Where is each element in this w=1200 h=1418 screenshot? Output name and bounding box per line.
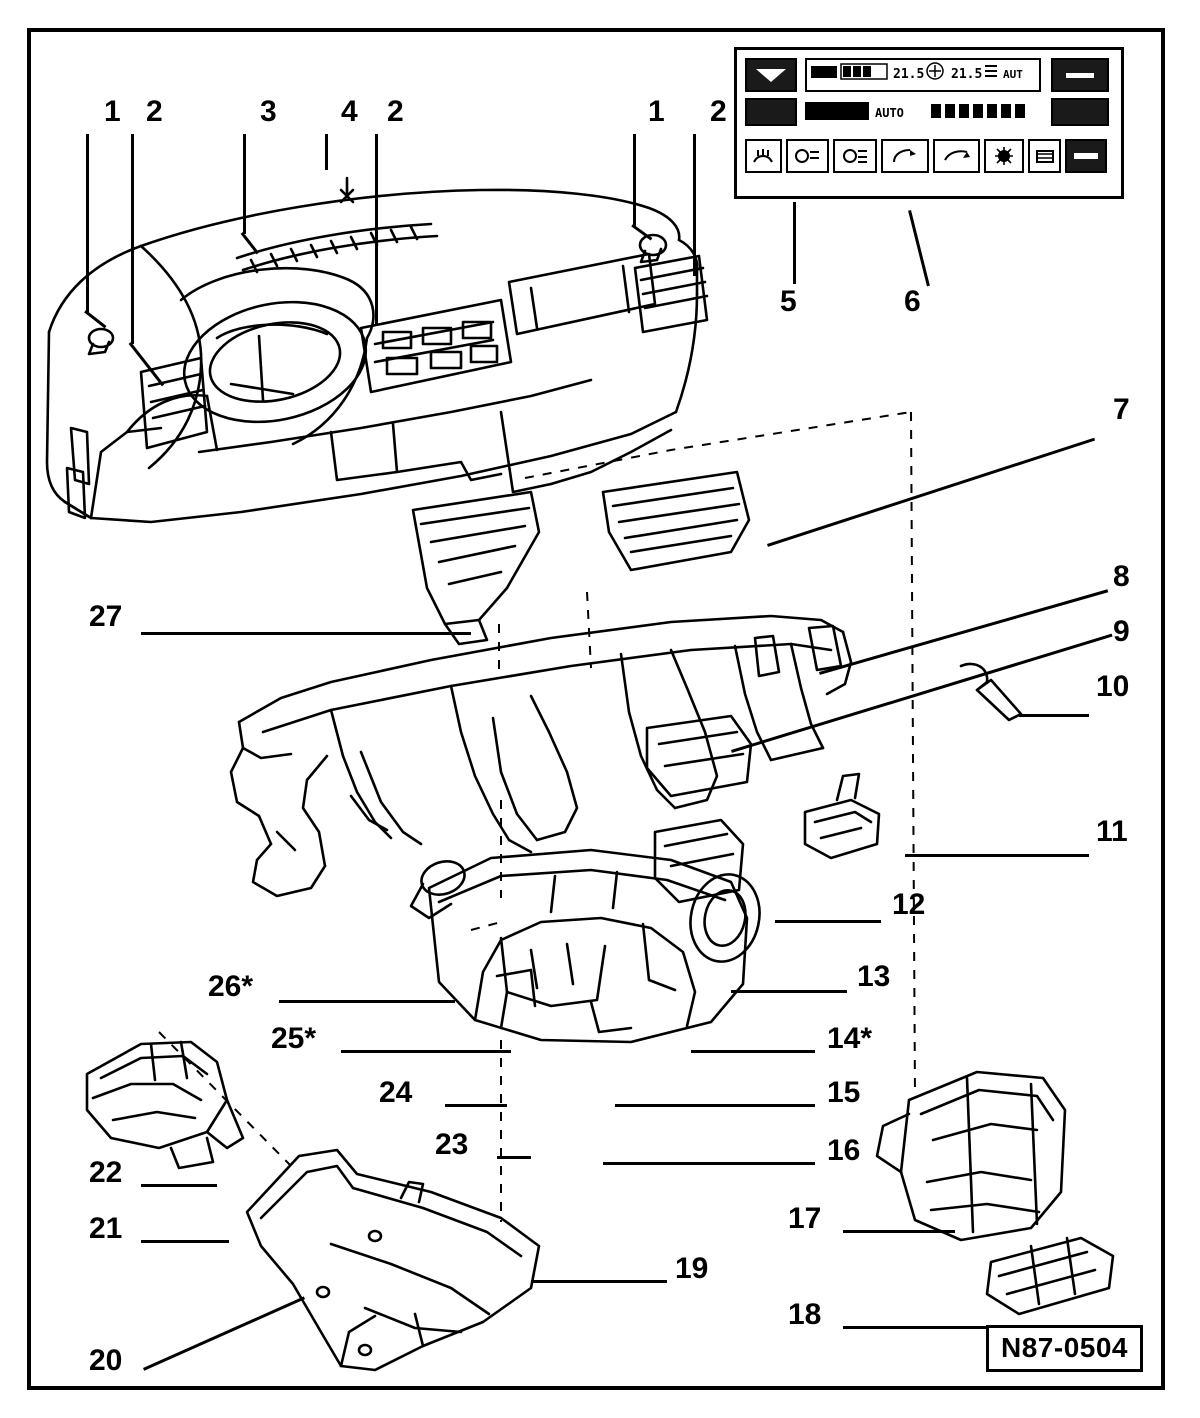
- leader-1-right: [633, 134, 636, 226]
- svg-text:21.5: 21.5: [951, 67, 983, 82]
- leader-12: [775, 920, 881, 923]
- svg-text:21.5: 21.5: [893, 67, 925, 82]
- leader-23: [497, 1156, 531, 1159]
- leader-2-centre: [375, 134, 378, 326]
- right-temp-dial[interactable]: [1051, 98, 1109, 126]
- leader-2-right: [693, 134, 696, 276]
- foot-vent-button[interactable]: [881, 139, 928, 173]
- callout-25: 25*: [271, 1022, 317, 1055]
- leader-20: [143, 1296, 305, 1370]
- off-button[interactable]: [1065, 139, 1107, 173]
- exploded-view-illustration: [31, 32, 1161, 1386]
- callout-6: 6: [904, 285, 921, 318]
- callout-26: 26*: [208, 970, 254, 1003]
- callout-2c: 2: [710, 95, 727, 128]
- callout-17: 17: [788, 1202, 822, 1235]
- leader-16: [603, 1162, 815, 1165]
- callout-27: 27: [89, 600, 123, 633]
- callout-9: 9: [1113, 615, 1130, 648]
- callout-24: 24: [379, 1076, 413, 1109]
- leader-17: [843, 1230, 955, 1233]
- callout-13: 13: [857, 960, 891, 993]
- blower-bargraph: [805, 98, 1041, 126]
- leader-22: [141, 1184, 217, 1187]
- leader-21: [141, 1240, 229, 1243]
- callout-3: 3: [260, 95, 277, 128]
- leader-4: [325, 134, 328, 170]
- callout-21: 21: [89, 1212, 123, 1245]
- figure-code: N87-0504: [986, 1325, 1143, 1372]
- leader-1-left-tip: [84, 310, 106, 328]
- leader-10: [1019, 714, 1089, 717]
- callout-22: 22: [89, 1156, 123, 1189]
- callout-5: 5: [780, 285, 797, 318]
- leader-26: [279, 1000, 455, 1003]
- leader-25: [341, 1050, 511, 1053]
- callout-1a: 1: [104, 95, 121, 128]
- callout-19: 19: [675, 1252, 709, 1285]
- callout-16: 16: [827, 1134, 861, 1167]
- leader-9: [731, 634, 1112, 753]
- callout-2b: 2: [387, 95, 404, 128]
- left-temp-dial[interactable]: [745, 98, 797, 126]
- leader-27: [141, 632, 471, 635]
- leader-1-right-tip: [631, 224, 652, 241]
- callout-18: 18: [788, 1298, 822, 1331]
- leader-14: [691, 1050, 815, 1053]
- leader-24: [445, 1104, 507, 1107]
- leader-1-left: [86, 134, 89, 312]
- callout-4: 4: [341, 95, 358, 128]
- callout-8: 8: [1113, 560, 1130, 593]
- svg-text:AUTO: AUTO: [875, 106, 904, 120]
- leader-11: [905, 854, 1089, 857]
- leader-6: [908, 210, 930, 286]
- callout-2a: 2: [146, 95, 163, 128]
- bi-level-button[interactable]: [833, 139, 877, 173]
- leader-2-left-tip: [129, 342, 165, 386]
- leader-15: [615, 1104, 815, 1107]
- svg-text:AUT: AUT: [1003, 68, 1023, 81]
- leader-3-tip: [241, 232, 259, 254]
- callout-1b: 1: [648, 95, 665, 128]
- windscreen-button[interactable]: [933, 139, 980, 173]
- callout-10: 10: [1096, 670, 1130, 703]
- callout-11: 11: [1096, 815, 1128, 848]
- leader-8: [819, 589, 1108, 675]
- callout-23: 23: [435, 1128, 469, 1161]
- leader-5: [793, 202, 796, 284]
- econ-button[interactable]: [984, 139, 1024, 173]
- leader-3: [243, 134, 246, 234]
- climate-control-panel[interactable]: [734, 47, 1124, 199]
- callout-12: 12: [892, 888, 926, 921]
- climate-display: [805, 58, 1041, 92]
- power-button[interactable]: [1051, 58, 1109, 92]
- callout-20: 20: [89, 1344, 123, 1377]
- rear-defrost-button[interactable]: [1028, 139, 1061, 173]
- face-vent-button[interactable]: [786, 139, 830, 173]
- diagram-frame: [27, 28, 1165, 1390]
- leader-19: [531, 1280, 667, 1283]
- leader-13: [731, 990, 847, 993]
- leader-2-left: [131, 134, 134, 344]
- leader-7: [767, 438, 1095, 547]
- climate-button-row[interactable]: [745, 138, 1111, 174]
- callout-7: 7: [1113, 393, 1130, 426]
- recirc-button[interactable]: [745, 58, 797, 92]
- callout-15: 15: [827, 1076, 861, 1109]
- defrost-button[interactable]: [745, 139, 782, 173]
- callout-14: 14*: [827, 1022, 873, 1055]
